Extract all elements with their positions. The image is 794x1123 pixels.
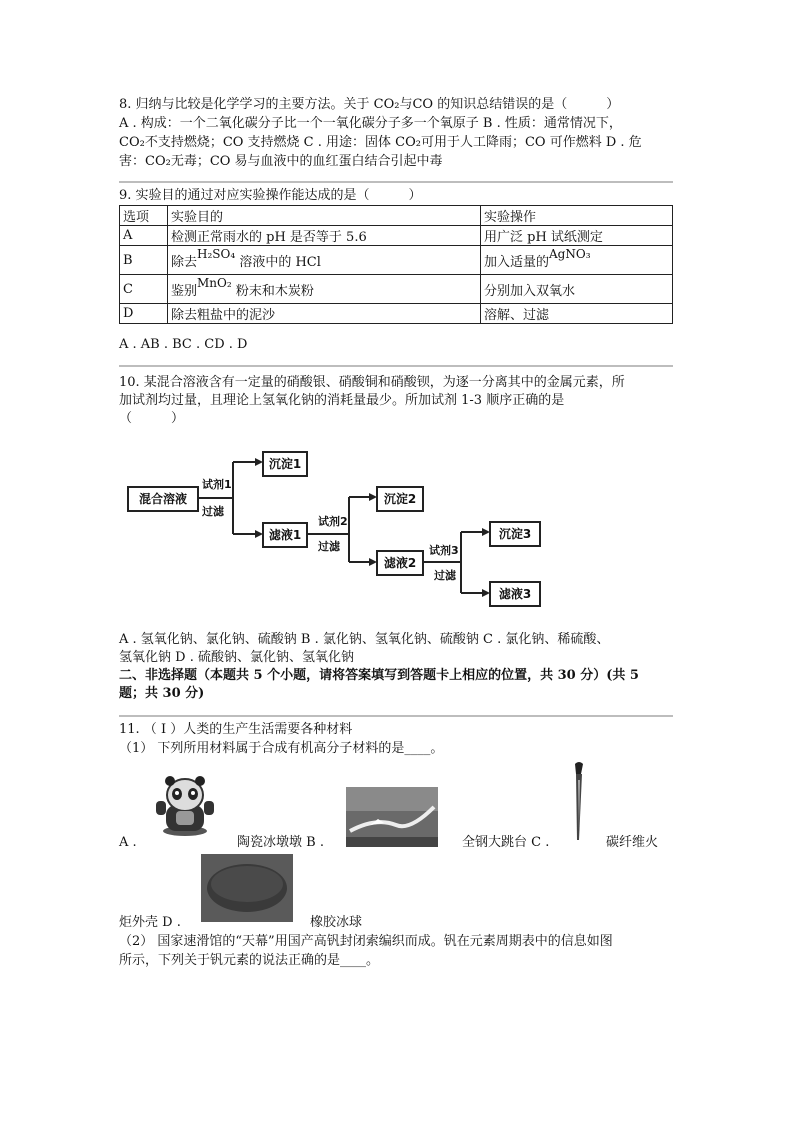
q10-stem-line3: （ ）	[119, 411, 185, 426]
formula: H₂SO₄	[197, 246, 236, 261]
flow-filtrate-2: 滤液2	[376, 550, 424, 576]
row-purpose: 检测正常雨水的 pH 是否等于 5.6	[168, 226, 481, 246]
divider	[119, 715, 673, 717]
formula: MnO₂	[197, 275, 232, 290]
q8-stem: 8. 归纳与比较是化学学习的主要方法。关于 CO₂与CO 的知识总结错误的是（ ）	[119, 97, 620, 112]
row-option: A	[120, 226, 168, 246]
flow-filter-3: 过滤	[434, 569, 456, 582]
section-heading-line1: 二、非选择题（本题共 5 个小题，请将答案填写到答题卡上相应的位置，共 30 分）(共 5	[119, 668, 639, 683]
header-purpose: 实验目的	[168, 206, 481, 226]
row-option: C	[120, 275, 168, 304]
q10-stem-line2: 加试剂均过量，且理论上氢氧化钠的消耗量最少。所加试剂 1-3 顺序正确的是	[119, 393, 565, 408]
flow-filtrate-1: 滤液1	[262, 522, 308, 548]
header-operation: 实验操作	[481, 206, 673, 226]
formula: AgNO₃	[549, 246, 591, 261]
q11-sub2-line2: 所示，下列关于钒元素的说法正确的是____。	[119, 953, 380, 968]
flow-reagent-3: 试剂3	[429, 544, 459, 557]
flow-reagent-2: 试剂2	[318, 515, 348, 528]
row-operation: 溶解、过滤	[481, 304, 673, 324]
flow-filter-1: 过滤	[202, 505, 224, 518]
row-purpose: 鉴别MnO₂ 粉末和木炭粉	[168, 275, 481, 304]
q10-stem-line1: 10. 某混合溶液含有一定量的硝酸银、硝酸铜和硝酸钡，为逐一分离其中的金属元素，所	[119, 375, 625, 390]
row-purpose: 除去粗盐中的泥沙	[168, 304, 481, 324]
q9-stem: 9. 实验目的通过对应实验操作能达成的是（ ）	[119, 188, 422, 203]
q8-options-line3: 害：CO₂无毒；CO 易与血液中的血红蛋白结合引起中毒	[119, 154, 443, 169]
option-a-caption: 陶瓷冰墩墩 B .	[237, 835, 324, 850]
q8-options-line2: CO₂不支持燃烧；CO 支持燃烧 C . 用途：固体 CO₂可用于人工降雨；CO 可作燃料 D . 危	[119, 135, 642, 150]
option-a-label: A .	[119, 835, 137, 850]
q11-sub1: （1） 下列所用材料属于合成有机高分子材料的是____。	[119, 741, 444, 756]
option-c-caption-part1: 碳纤维火	[606, 835, 659, 850]
row-option: B	[120, 246, 168, 275]
header-option: 选项	[120, 206, 168, 226]
row-purpose: 除去H₂SO₄ 溶液中的 HCl	[168, 246, 481, 275]
flow-filtrate-3: 滤液3	[489, 581, 541, 607]
q11-sub2-line1: （2） 国家速滑馆的“天幕”用国产高钒封闭索编织而成。钒在元素周期表中的信息如图	[119, 934, 613, 949]
section-heading-line2: 题；共 30 分)	[119, 686, 205, 701]
option-c-caption-part2: 炬外壳 D .	[119, 915, 181, 930]
option-d-caption: 橡胶冰球	[310, 915, 363, 930]
flow-mixed-solution: 混合溶液	[127, 486, 199, 512]
row-option: D	[120, 304, 168, 324]
q11-title: 11. （ I ）人类的生产生活需要各种材料	[119, 722, 353, 737]
flow-precipitate-2: 沉淀2	[376, 486, 424, 512]
flow-precipitate-1: 沉淀1	[262, 451, 308, 477]
flow-reagent-1: 试剂1	[202, 478, 232, 491]
option-b-caption: 全钢大跳台 C .	[462, 835, 550, 850]
q10-answers-line1: A . 氢氧化钠、氯化钠、硫酸钠 B . 氯化钠、氢氧化钠、硫酸钠 C . 氯化钠、稀硫酸、	[119, 632, 610, 647]
row-operation: 加入适量的AgNO₃	[481, 246, 673, 275]
rubber-puck-image	[201, 854, 293, 922]
row-operation: 分别加入双氧水	[481, 275, 673, 304]
q10-answers-line2: 氢氧化钠 D . 硫酸钠、氯化钠、氢氧化钠	[119, 650, 354, 665]
flow-filter-2: 过滤	[318, 540, 340, 553]
panda-mascot-image	[152, 775, 218, 837]
row-operation: 用广泛 pH 试纸测定	[481, 226, 673, 246]
q8-options-line1: A . 构成：一个二氧化碳分子比一个一氧化碳分子多一个氧原子 B . 性质：通常情况下，	[119, 116, 622, 131]
torch-image	[566, 760, 590, 842]
steel-ski-jump-image	[346, 787, 438, 847]
q9-choices: A . AB . BC . CD . D	[119, 337, 248, 352]
flow-precipitate-3: 沉淀3	[489, 521, 541, 547]
